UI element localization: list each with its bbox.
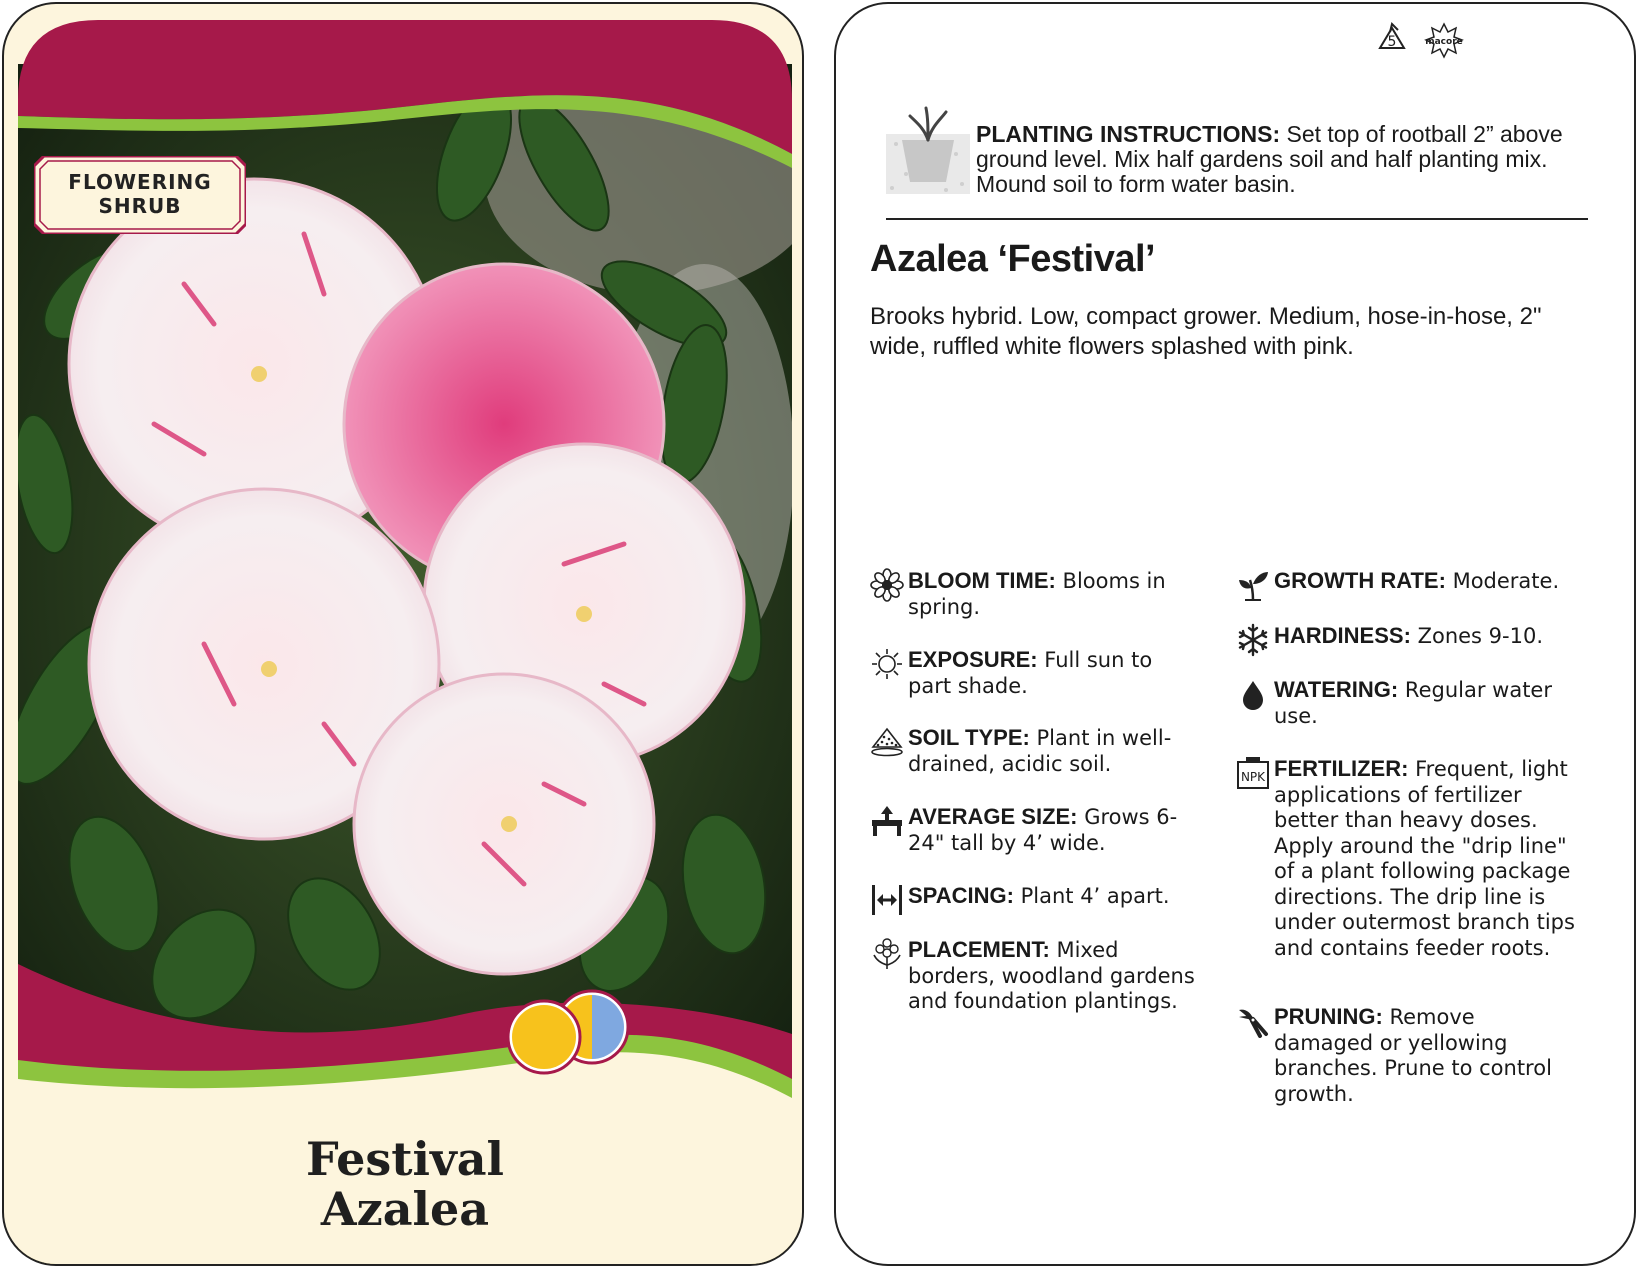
front-card [2,2,804,1266]
divider [886,218,1588,220]
recycle-logo [1374,22,1474,66]
flower-icon [870,568,904,602]
svg-text:NPK: NPK [1240,770,1266,784]
plant-description: Brooks hybrid. Low, compact grower. Medium, hose-in-hose, 2" wide, ruffled white flowers splashed with pink. [870,303,1542,360]
pruners-icon [1236,1004,1270,1038]
attr-placement: PLACEMENT: Mixed borders, woodland gardens and foundation plantings. [870,937,1210,1015]
planting-text: Set top of rootball 2” above ground level. Mix half gardens soil and half planting mix. Mound soil to form water basin. [976,121,1563,197]
fertilizer-icon [1236,756,1270,790]
attr-bloom-time: BLOOM TIME: Blooms in spring. [870,568,1190,620]
plant-name: Azalea ‘Festival’ [870,238,1156,280]
macore-logo [1425,24,1463,57]
potted-plant-icon [886,104,970,196]
planting-label: PLANTING INSTRUCTIONS: [976,121,1281,147]
attr-pruning: PRUNING: Remove damaged or yellowing branches. Prune to control growth. [1236,1004,1576,1107]
attr-average-size: AVERAGE SIZE: Grows 6-24" tall by 4’ wide. [870,804,1200,856]
category-badge [34,156,246,234]
badge-line-1: FLOWERING [68,170,212,194]
front-title-line-1: Festival [305,1132,505,1186]
attr-watering: WATERING: Regular water use. [1236,677,1556,729]
water-drop-icon [1236,677,1270,711]
attr-growth-rate: GROWTH RATE: Moderate. [1236,568,1596,595]
spacing-icon [870,883,904,917]
attr-soil-type: SOIL TYPE: Plant in well-drained, acidic soil. [870,725,1190,777]
svg-text:macore: macore [1425,37,1463,47]
soil-icon [870,725,904,759]
attr-spacing: SPACING: Plant 4’ apart. [870,883,1200,910]
recycle-number: 5 [1387,34,1397,50]
placement-icon [870,937,904,971]
attr-fertilizer: NPK FERTILIZER: Frequent, light applications of fertilizer better than heavy doses. Apply around the "drip line" of a plant following package directions. The drip line is under outermost branch tips and contains feeder roots. [1236,756,1576,961]
badge-line-2: SHRUB [98,194,182,218]
exposure-icons [502,987,634,1077]
snowflake-icon [1236,623,1270,657]
front-title-line-2: Azalea [320,1182,490,1236]
sun-icon [870,647,904,681]
planting-instructions [976,122,1576,197]
size-icon [870,804,904,838]
attr-exposure: EXPOSURE: Full sun to part shade. [870,647,1190,699]
back-card [834,2,1636,1266]
sprout-icon [1236,568,1270,602]
full-sun-icon [508,1001,580,1073]
front-title [4,1134,804,1234]
attr-hardiness: HARDINESS: Zones 9-10. [1236,623,1596,650]
